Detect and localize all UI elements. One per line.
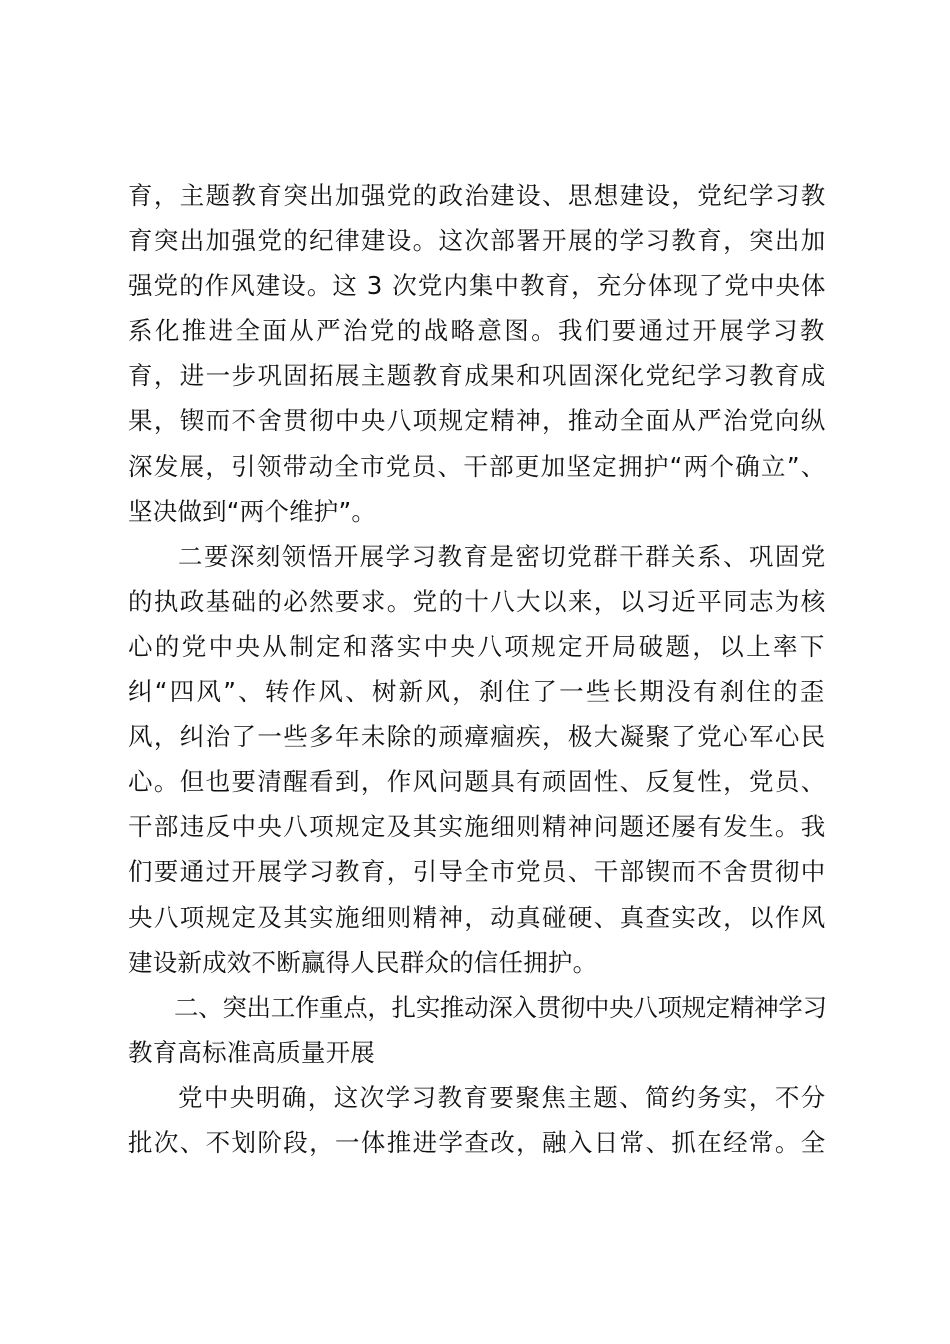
text-line: 育突出加强党的纪律建设。这次部署开展的学习教育，突出加 — [128, 226, 827, 256]
text-line: 坚决做到“两个维护”。 — [128, 496, 377, 526]
paragraph-section-two-body — [128, 1075, 828, 1165]
text-line: 系化推进全面从严治党的战略意图。我们要通过开展学习教 — [128, 316, 827, 346]
text-line: 们要通过开展学习教育，引导全市党员、干部锲而不舍贯彻中 — [128, 857, 827, 887]
paragraph-continuation — [128, 173, 828, 534]
section-heading — [128, 985, 828, 1075]
text-line: 央八项规定及其实施细则精神，动真碰硬、真查实改，以作风 — [128, 902, 827, 932]
text-line: 二要深刻领悟开展学习教育是密切党群干群关系、巩固党 — [178, 541, 827, 571]
text-line: 育，进一步巩固拓展主题教育成果和巩固深化党纪学习教育成 — [128, 361, 827, 391]
text-line: 建设新成效不断赢得人民群众的信任拥护。 — [128, 947, 598, 977]
text-line: 果，锲而不舍贯彻中央八项规定精神，推动全面从严治党向纵 — [128, 406, 827, 436]
text-line: 党中央明确，这次学习教育要聚焦主题、简约务实，不分 — [178, 1082, 827, 1112]
text-line: 育，主题教育突出加强党的政治建设、思想建设，党纪学习教 — [128, 181, 827, 210]
text-line: 心的党中央从制定和落实中央八项规定开局破题，以上率下 — [128, 631, 827, 661]
heading-line: 教育高标准高质量开展 — [128, 1037, 375, 1067]
text-line: 深发展，引领带动全市党员、干部更加坚定拥护“两个确立”、 — [128, 451, 827, 481]
document-body — [128, 173, 828, 1165]
text-line: 干部违反中央八项规定及其实施细则精神问题还屡有发生。我 — [128, 812, 827, 842]
text-line: 批次、不划阶段，一体推进学查改，融入日常、抓在经常。全 — [128, 1127, 827, 1157]
paragraph-point-two — [128, 534, 828, 985]
text-line: 强党的作风建设。这 3 次党内集中教育，充分体现了党中央体 — [128, 271, 827, 301]
text-line: 心。但也要清醒看到，作风问题具有顽固性、反复性，党员、 — [128, 767, 827, 797]
text-line: 纠“四风”、转作风、树新风，刹住了一些长期没有刹住的歪 — [128, 677, 827, 707]
heading-line: 二、突出工作重点，扎实推动深入贯彻中央八项规定精神学习 — [174, 992, 827, 1022]
text-line: 的执政基础的必然要求。党的十八大以来，以习近平同志为核 — [128, 586, 827, 616]
text-line: 风，纠治了一些多年未除的顽瘴痼疾，极大凝聚了党心军心民 — [128, 722, 827, 752]
